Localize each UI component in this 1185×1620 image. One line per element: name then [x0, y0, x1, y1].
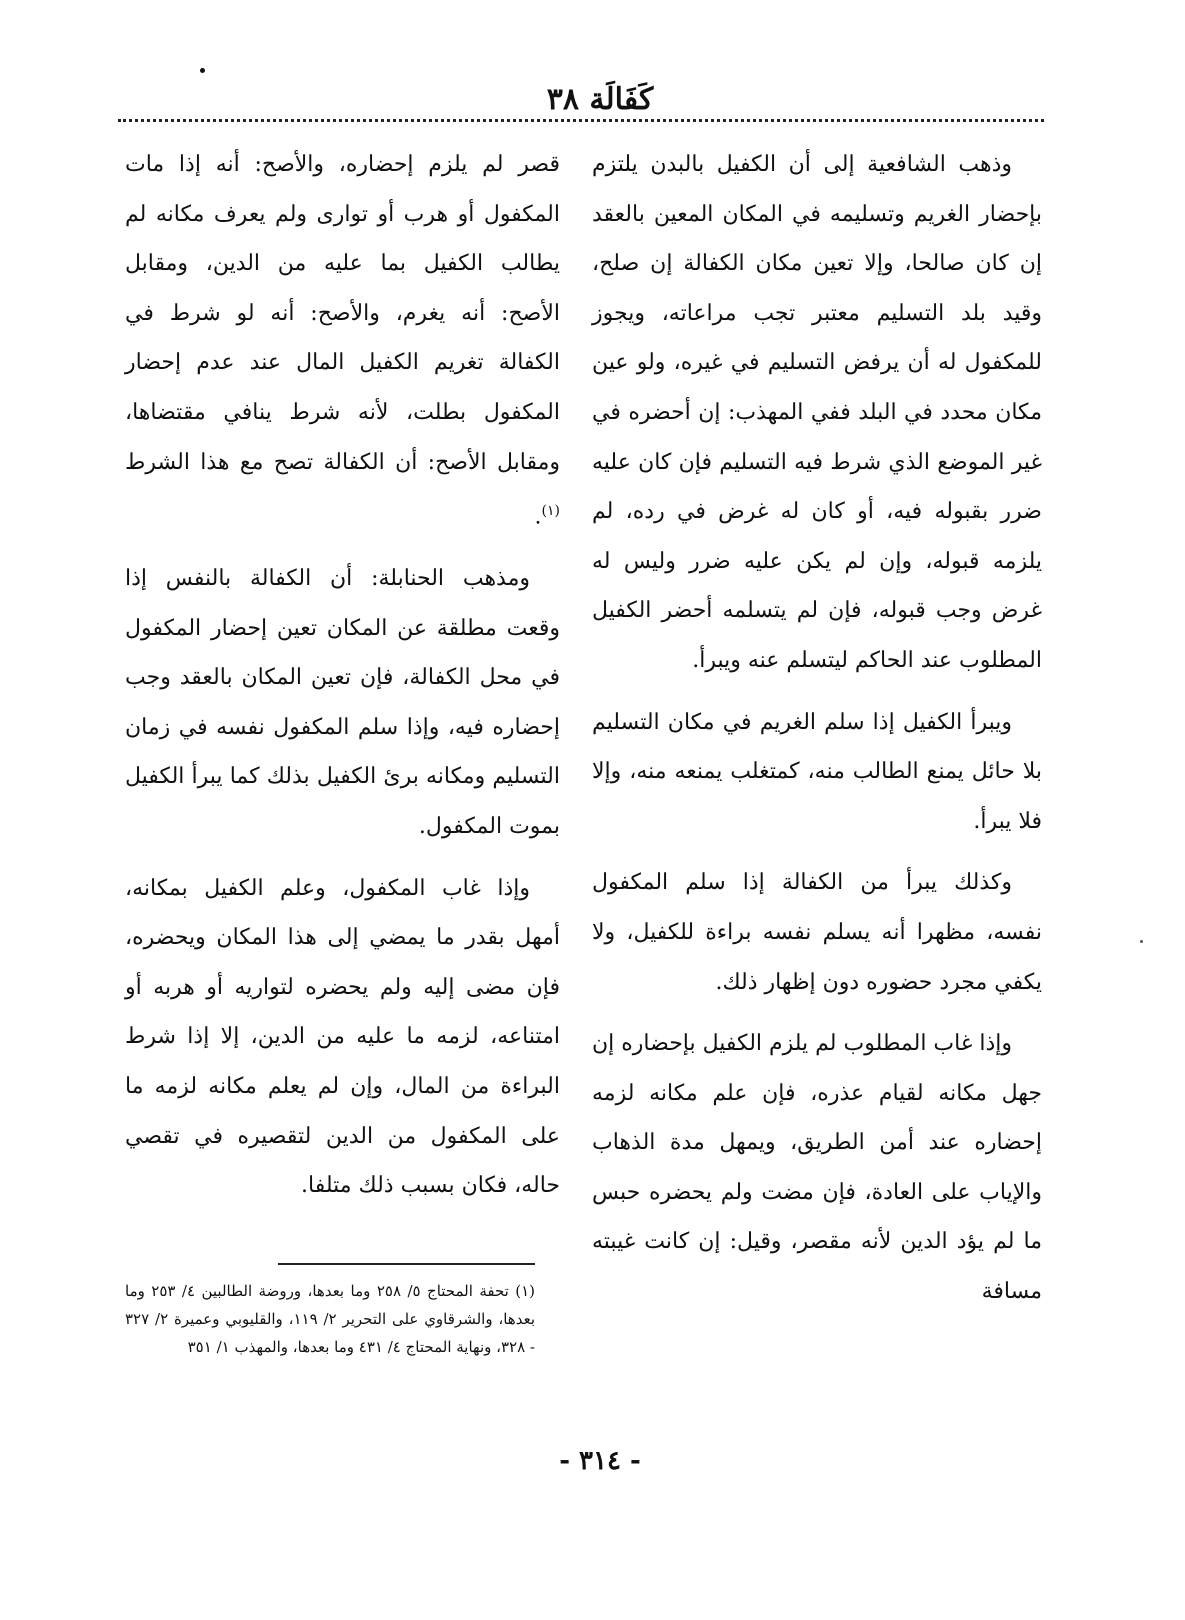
- footnote-1: (١) تحفة المحتاج ٥/ ٢٥٨ وما بعدها، وروضة الطالبين ٤/ ٢٥٣ وما بعدها، والشرقاوي على التحرير ٢/ ١١٩، والقليوبي وعميرة ٢/ ٣٢٧ - ٣٢٨، ونهاية المحتاج ٤/ ٤٣١ وما بعدها، والمهذب ١/ ٣٥١: [125, 1282, 536, 1356]
- left-column: [125, 140, 560, 1223]
- page-number: - ٣١٤ -: [559, 1446, 641, 1476]
- right-paragraph-1: وذهب الشافعية إلى أن الكفيل بالبدن يلتزم بإحضار الغريم وتسليمه في المكان المعين بالعقد إن كان صالحا، وإلا تعين مكان الكفالة إن صلح، وقيد بلد التسليم معتبر تجب مراعاته، ويجوز للمكفول له أن يرفض التسليم في غيره، ولو عين مكان محدد في البلد ففي المهذب: إن أحضره في غير الموضع الذي شرط فيه التسليم فإن كان عليه ضرر بقبوله فيه، أو كان له غرض في رده، لم يلزمه قبوله، وإن لم يكن عليه ضرر وليس له غرض وجب قبوله، فإن لم يتسلمه أحضر الكفيل المطلوب عند الحاكم ليتسلم عنه ويبرأ.: [592, 152, 1042, 673]
- footnote-reference: (١): [541, 503, 560, 520]
- header-dotted-rule: [118, 119, 1044, 122]
- page-header-title: كَفَالَة ٣٨: [546, 82, 654, 117]
- right-paragraph-4: وإذا غاب المطلوب لم يلزم الكفيل بإحضاره إن جهل مكانه لقيام عذره، فإن علم مكانه لزمه إحضاره عند أمن الطريق، ويمهل مدة الذهاب والإياب على العادة، فإن مضت ولم يحضره حبس ما لم يؤد الدين لأنه مقصر، وقيل: إن كانت غيبته مسافة: [592, 1031, 1042, 1305]
- right-column: [592, 140, 1042, 1329]
- scan-speck: [200, 68, 205, 73]
- footnotes: [125, 1277, 535, 1361]
- left-continuation-text: قصر لم يلزم إحضاره، والأصح: أنه إذا مات المكفول أو هرب أو توارى ولم يعرف مكانه لم يطالب الكفيل بما عليه من الدين، ومقابل الأصح: أنه يغرم، والأصح: أنه لو شرط في الكفالة تغريم الكفيل المال عند عدم إحضار المكفول بطلت، لأنه شرط ينافي مقتضاها، ومقابل الأصح: أن الكفالة تصح مع هذا الشرط: [125, 152, 560, 475]
- right-paragraph-2: ويبرأ الكفيل إذا سلم الغريم في مكان التسليم بلا حائل يمنع الطالب منه، كمتغلب يمنعه منه، وإلا فلا يبرأ.: [592, 709, 1042, 834]
- margin-speck: [1140, 940, 1143, 943]
- right-paragraph-3: وكذلك يبرأ من الكفالة إذا سلم المكفول نفسه، مظهرا أنه يسلم نفسه براءة للكفيل، ولا يكفي مجرد حضوره دون إظهار ذلك.: [592, 870, 1042, 995]
- left-continuation-end: .: [534, 504, 542, 530]
- left-paragraph-2: وإذا غاب المكفول، وعلم الكفيل بمكانه، أمهل بقدر ما يمضي إلى هذا المكان ويحضره، فإن مضى إليه ولم يحضره لتواريه أو هربه أو امتناعه، لزمه ما عليه من الدين، إلا إذا شرط البراءة من المال، وإن لم يعلم مكانه لزمه ما على المكفول من الدين لتقصيره في تقصي حاله، فكان بسبب ذلك متلفا.: [125, 875, 560, 1199]
- left-paragraph-1: ومذهب الحنابلة: أن الكفالة بالنفس إذا وقعت مطلقة عن المكان تعين إحضار المكفول في محل الكفالة، فإن تعين المكان بالعقد وجب إحضاره فيه، وإذا سلم المكفول نفسه في زمان التسليم ومكانه برئ الكفيل بذلك كما يبرأ الكفيل بموت المكفول.: [125, 566, 560, 840]
- left-continuation-paragraph: [125, 140, 560, 542]
- footnote-rule: [278, 1263, 535, 1265]
